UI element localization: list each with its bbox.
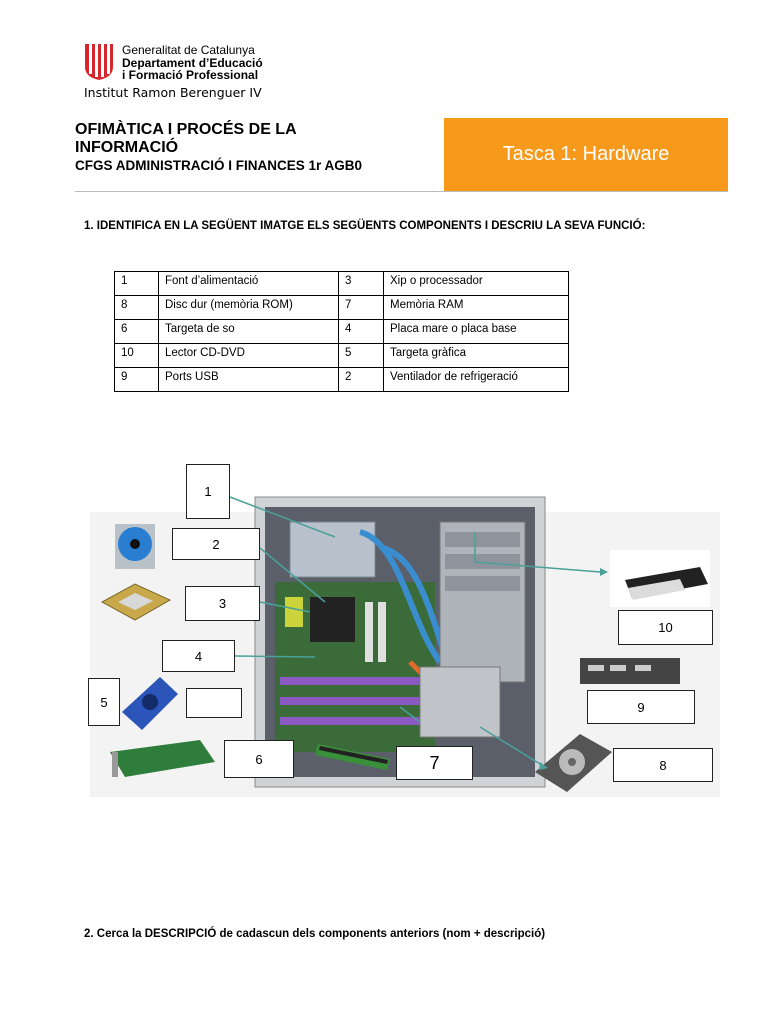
table-cell: 8: [115, 296, 159, 320]
table-row: [115, 272, 569, 296]
table-cell: Ventilador de refrigeració: [384, 368, 569, 392]
pc-case-icon: [255, 497, 545, 787]
label-box-10: 10: [618, 610, 713, 645]
cpu-fan-icon: [115, 524, 155, 569]
table-cell: Xip o processador: [384, 272, 569, 296]
institute-name: Institut Ramon Berenguer IV: [84, 85, 262, 100]
components-table: [114, 271, 569, 392]
table-row: [115, 344, 569, 368]
task-title: Tasca 1: Hardware: [444, 118, 728, 191]
org-line-2: Departament d’Educació: [122, 55, 263, 70]
table-cell: Ports USB: [159, 368, 339, 392]
table-cell: 3: [339, 272, 384, 296]
table-cell: Memòria RAM: [384, 296, 569, 320]
table-cell: 2: [339, 368, 384, 392]
table-row: [115, 320, 569, 344]
table-cell: 4: [339, 320, 384, 344]
label-box-5: 5: [88, 678, 120, 726]
table-cell: 10: [115, 344, 159, 368]
table-cell: Lector CD-DVD: [159, 344, 339, 368]
label-box-1: 1: [186, 464, 230, 519]
label-box-3: 3: [185, 586, 260, 621]
subject-title-2: INFORMACIÓ: [75, 139, 179, 156]
header-divider: [75, 191, 728, 192]
table-cell: Placa mare o placa base: [384, 320, 569, 344]
table-cell: 7: [339, 296, 384, 320]
dvd-drive-icon: [610, 550, 710, 607]
table-cell: Disc dur (memòria ROM): [159, 296, 339, 320]
generalitat-logo-icon: [84, 43, 114, 81]
subject-title-1: OFIMÀTICA I PROCÉS DE LA: [75, 121, 297, 138]
table-cell: Targeta de so: [159, 320, 339, 344]
label-box-5-blank: [186, 688, 242, 718]
label-box-8: 8: [613, 748, 713, 782]
label-box-7: 7: [396, 746, 473, 780]
hardware-diagram: [80, 462, 730, 802]
table-cell: 9: [115, 368, 159, 392]
table-cell: 1: [115, 272, 159, 296]
subject-block: [75, 121, 435, 174]
question-2: 2. Cerca la DESCRIPCIÓ de cadascun dels components anteriors (nom + descripció): [84, 928, 546, 940]
label-box-6: 6: [224, 740, 294, 778]
table-row: [115, 296, 569, 320]
label-box-2: 2: [172, 528, 260, 560]
org-line-3: i Formació Professional: [122, 68, 259, 82]
organization-name: [122, 44, 263, 82]
table-cell: Font d’alimentació: [159, 272, 339, 296]
org-line-1: Generalitat de Catalunya: [122, 43, 255, 57]
table-row: [115, 368, 569, 392]
table-cell: 5: [339, 344, 384, 368]
course-name: CFGS ADMINISTRACIÓ I FINANCES 1r AGB0: [75, 158, 363, 173]
question-1: 1. IDENTIFICA EN LA SEGÜENT IMATGE ELS SEGÜENTS COMPONENTS I DESCRIU LA SEVA FUNCIÓ:: [84, 220, 646, 232]
label-box-4: 4: [162, 640, 235, 672]
table-cell: 6: [115, 320, 159, 344]
table-cell: Targeta gràfica: [384, 344, 569, 368]
usb-ports-icon: [580, 658, 680, 684]
label-box-9: 9: [587, 690, 695, 724]
